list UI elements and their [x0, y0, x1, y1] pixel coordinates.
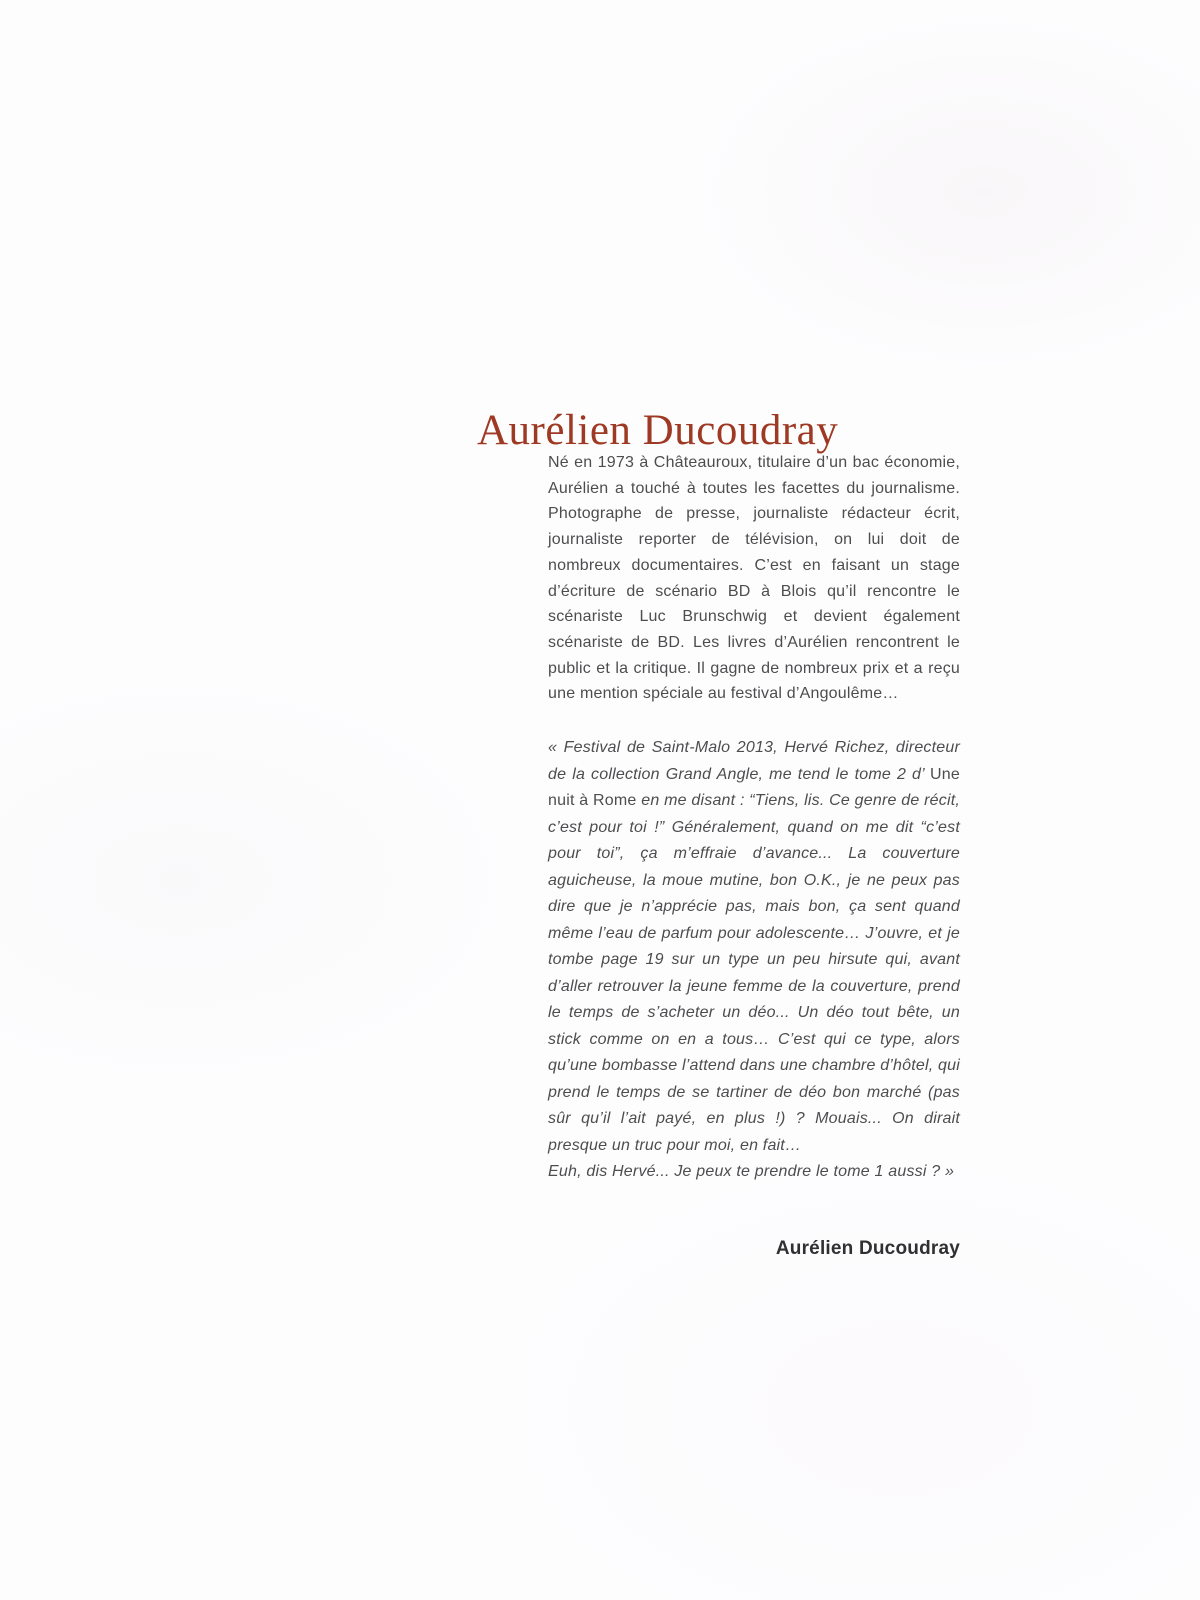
bio-paragraph: Né en 1973 à Châteauroux, titulaire d’un bac économie, Aurélien a touché à toutes les facettes du journalisme. Photographe de presse, journaliste rédacteur écrit, journaliste reporter de télévision, on lui doit de nombreux documentaires. C’est en faisant un stage d’écriture de scénario BD à Blois qu’il rencontre le scénariste Luc Brunschwig et devient également scénariste de BD. Les livres d’Aurélien rencontrent le public et la critique. Il gagne de nombreux prix et a reçu une mention spéciale au festival d’Angoulême… — [548, 454, 960, 703]
quote-part3: Euh, dis Hervé... Je peux te prendre le tome 1 aussi ? » — [548, 1163, 955, 1180]
page-title: Aurélien Ducoudray — [477, 406, 839, 454]
quote-part2: en me disant : “Tiens, lis. Ce genre de récit, c’est pour toi !” Généralement, quand on me dit “c’est pour toi”, ça m’effraie d’avance... La couverture aguicheuse, la moue mutine, bon O.K., je ne peux pas dire que je n’apprécie pas, mais bon, ça sent quand même l’eau de parfum pour adolescente… J’ouvre, et je tombe page 19 sur un type un peu hirsute qui, avant d’aller retrouver la jeune femme de la couverture, prend le temps de s’acheter un déo... Un déo tout bête, un stick comme on en a tous… C’est qui ce type, alors qu’une bombasse l’attend dans une chambre d’hôtel, qui prend le temps de se tartiner de déo bon marché (pas sûr qu’il l’ait payé, en plus !) ? Mouais... On dirait presque un truc pour moi, en fait… — [548, 792, 961, 1154]
quote-part1: « Festival de Saint-Malo 2013, Hervé Richez, directeur de la collection Grand Angle, me tend le tome 2 d’ — [548, 739, 960, 783]
quote-paragraph — [548, 735, 960, 1186]
author-signature: Aurélien Ducoudray — [775, 1238, 960, 1259]
quote-book-title: Une nuit à Rome — [548, 765, 960, 809]
